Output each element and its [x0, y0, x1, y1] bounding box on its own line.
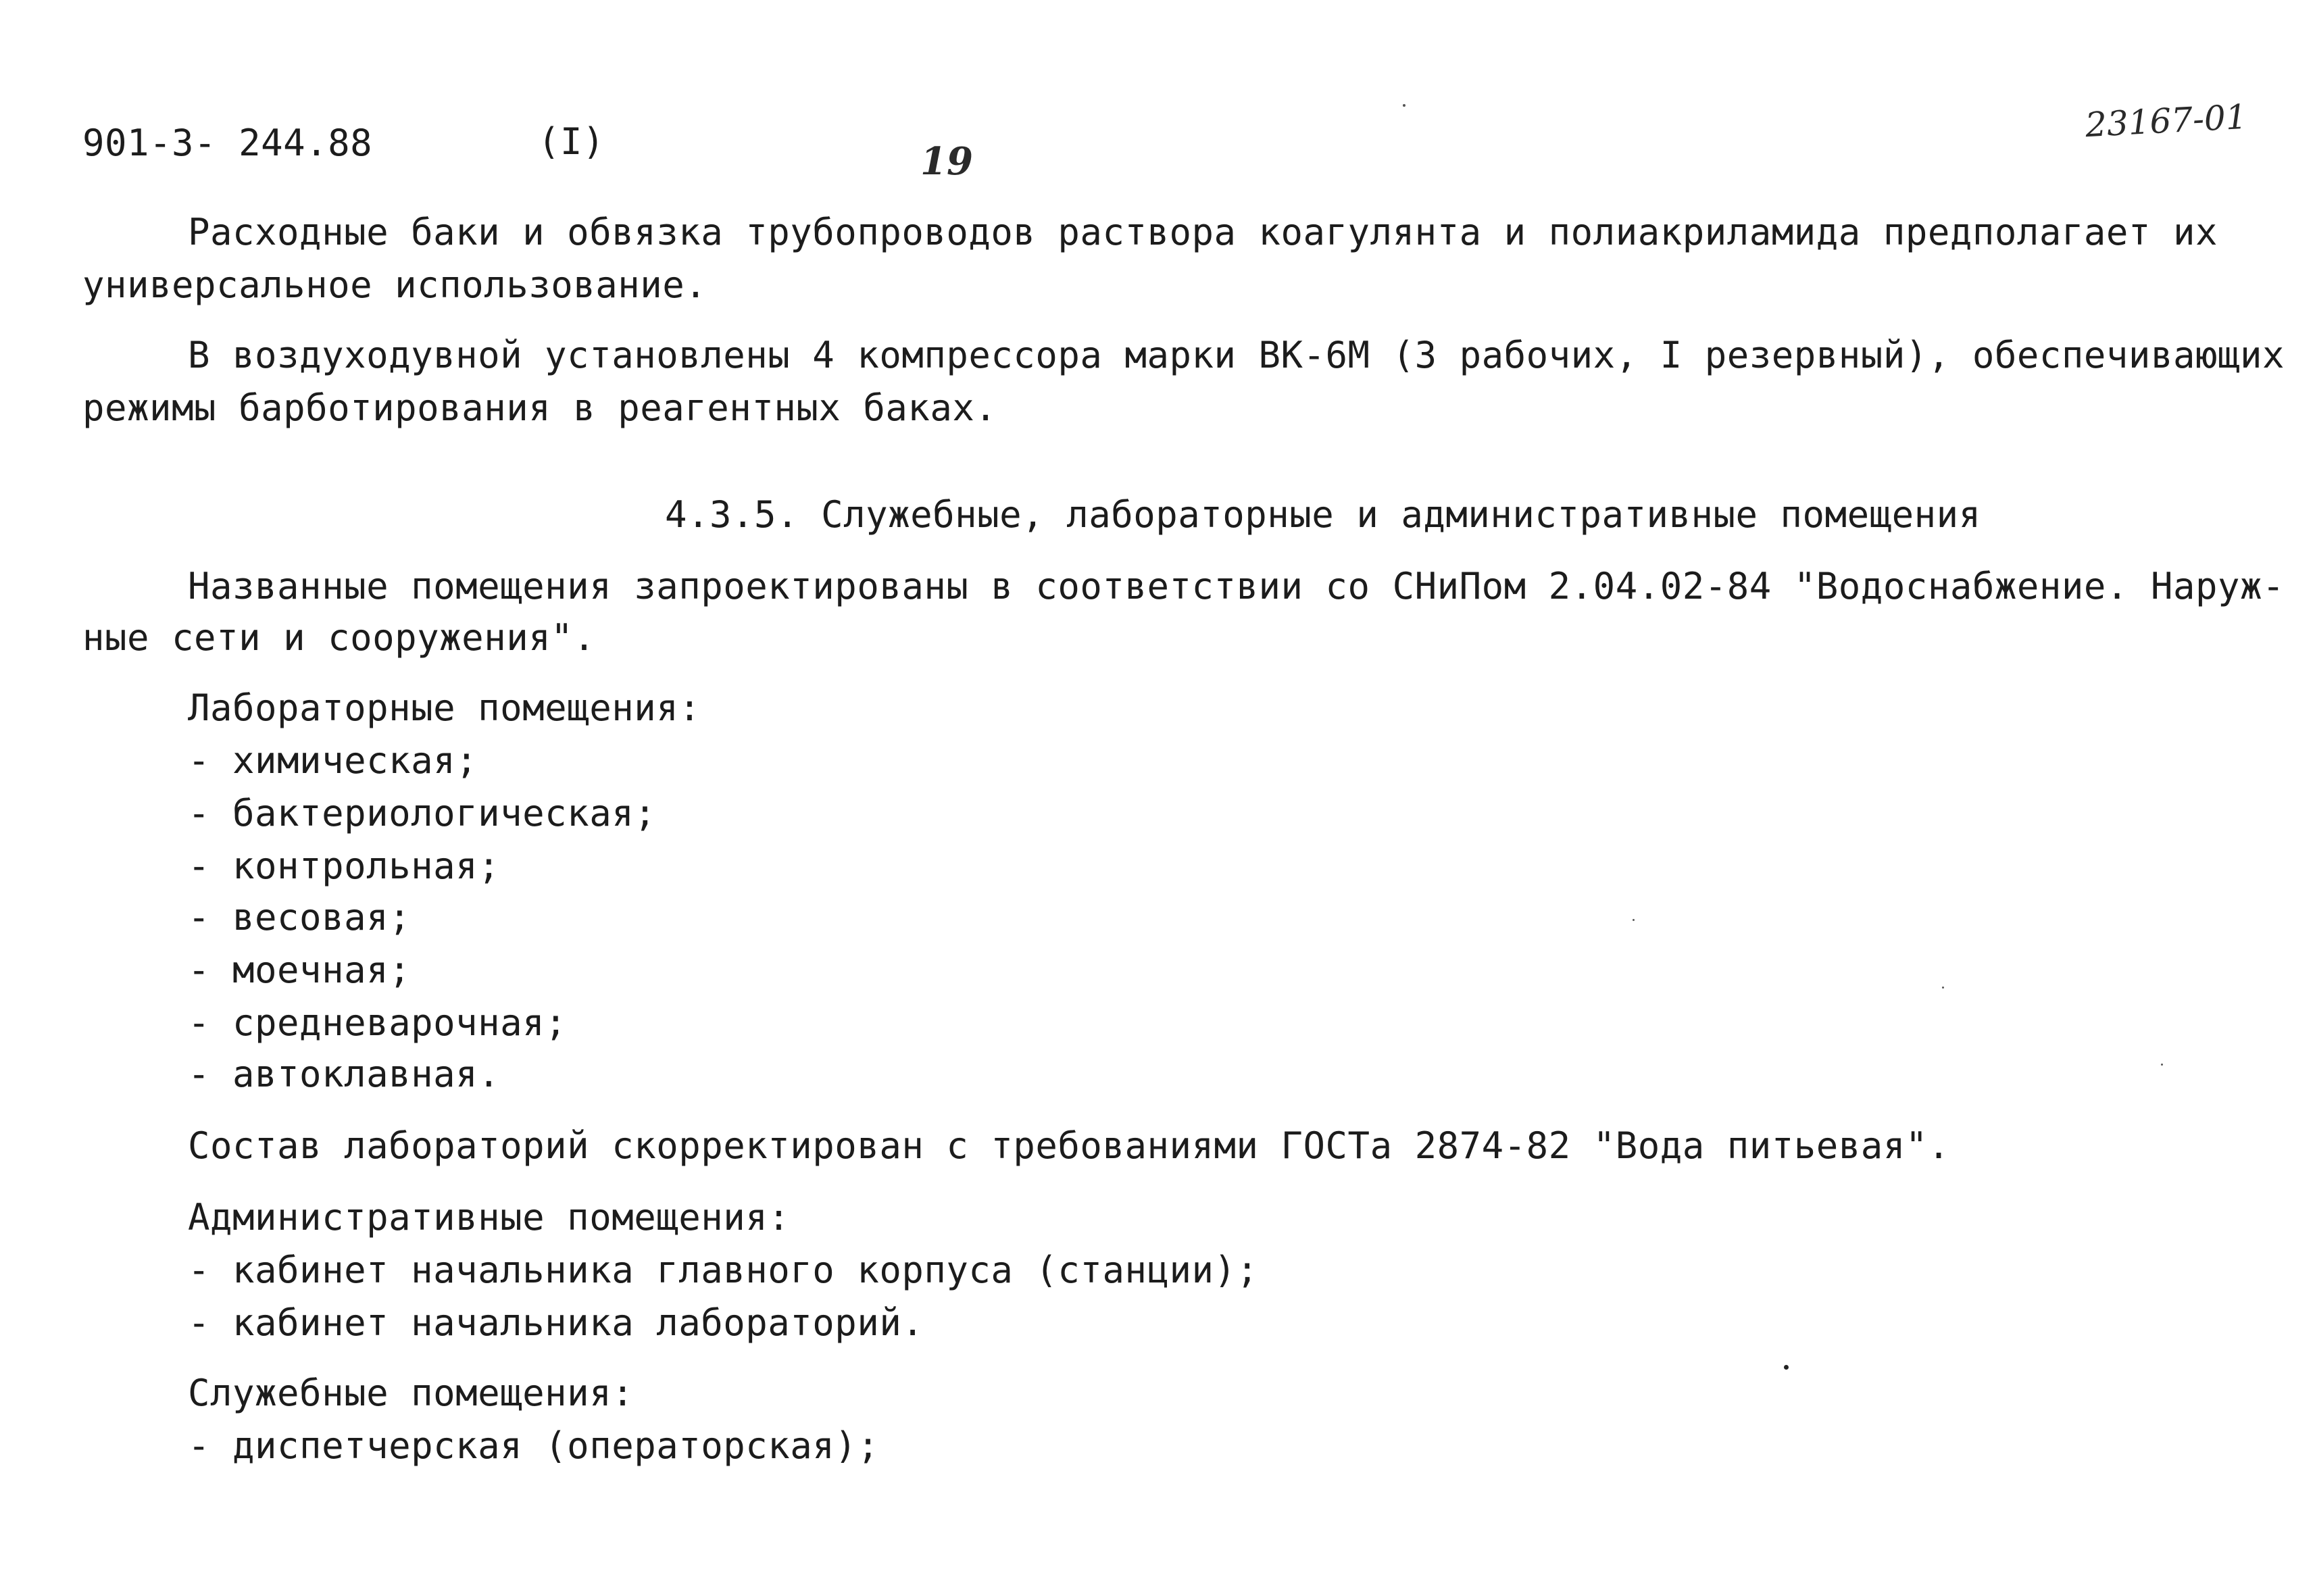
list-item: - кабинет начальника лабораторий.: [188, 1301, 924, 1344]
paragraph-compressors-line-1: В воздуходувной установлены 4 компрессора марки ВК-6М (3 рабочих, I резервный), обеспечивающих: [188, 334, 2285, 376]
scan-speck: [1784, 1365, 1789, 1370]
intro-line-2: ные сети и сооружения".: [82, 616, 596, 659]
document-code: 901-3- 244.88: [82, 122, 373, 164]
list-item: - бактериологическая;: [188, 792, 657, 834]
list-item: - весовая;: [188, 896, 412, 939]
list-item: - средневарочная;: [188, 1001, 568, 1044]
sheet-mark: (I): [538, 120, 605, 163]
list-item: - диспетчерская (операторская);: [188, 1424, 880, 1467]
section-heading: 4.3.5. Служебные, лабораторные и административные помещения: [665, 493, 1981, 536]
intro-line-1: Названные помещения запроектированы в соответствии со СНиПом 2.04.02-84 "Водоснабжение. Наруж-: [188, 565, 2285, 607]
list-item: - контрольная;: [188, 845, 501, 887]
lab-rooms-title: Лабораторные помещения:: [188, 687, 701, 729]
paragraph-compressors-line-2: режимы барботирования в реагентных баках.: [82, 386, 997, 429]
page-number: 19: [920, 139, 973, 184]
paragraph-tanks-line-1: Расходные баки и обвязка трубопроводов раствора коагулянта и полиакриламида предполагает их: [188, 211, 2218, 253]
scan-speck: [2161, 1064, 2163, 1066]
scan-speck: [1633, 919, 1635, 921]
paragraph-tanks-line-2: универсальное использование.: [82, 264, 707, 306]
scan-speck: [1942, 987, 1944, 989]
list-item: - кабинет начальника главного корпуса (станции);: [188, 1249, 1259, 1291]
list-item: - моечная;: [188, 949, 412, 991]
list-item: - химическая;: [188, 739, 478, 782]
inventory-number: 23167-01: [2084, 97, 2248, 145]
lab-composition-note: Состав лабораторий скорректирован с требованиями ГОСТа 2874-82 "Вода питьевая".: [188, 1124, 1950, 1167]
list-item: - автоклавная.: [188, 1053, 501, 1095]
scan-speck: [1403, 104, 1405, 107]
admin-rooms-title: Административные помещения:: [188, 1196, 791, 1239]
service-rooms-title: Служебные помещения:: [188, 1372, 634, 1414]
